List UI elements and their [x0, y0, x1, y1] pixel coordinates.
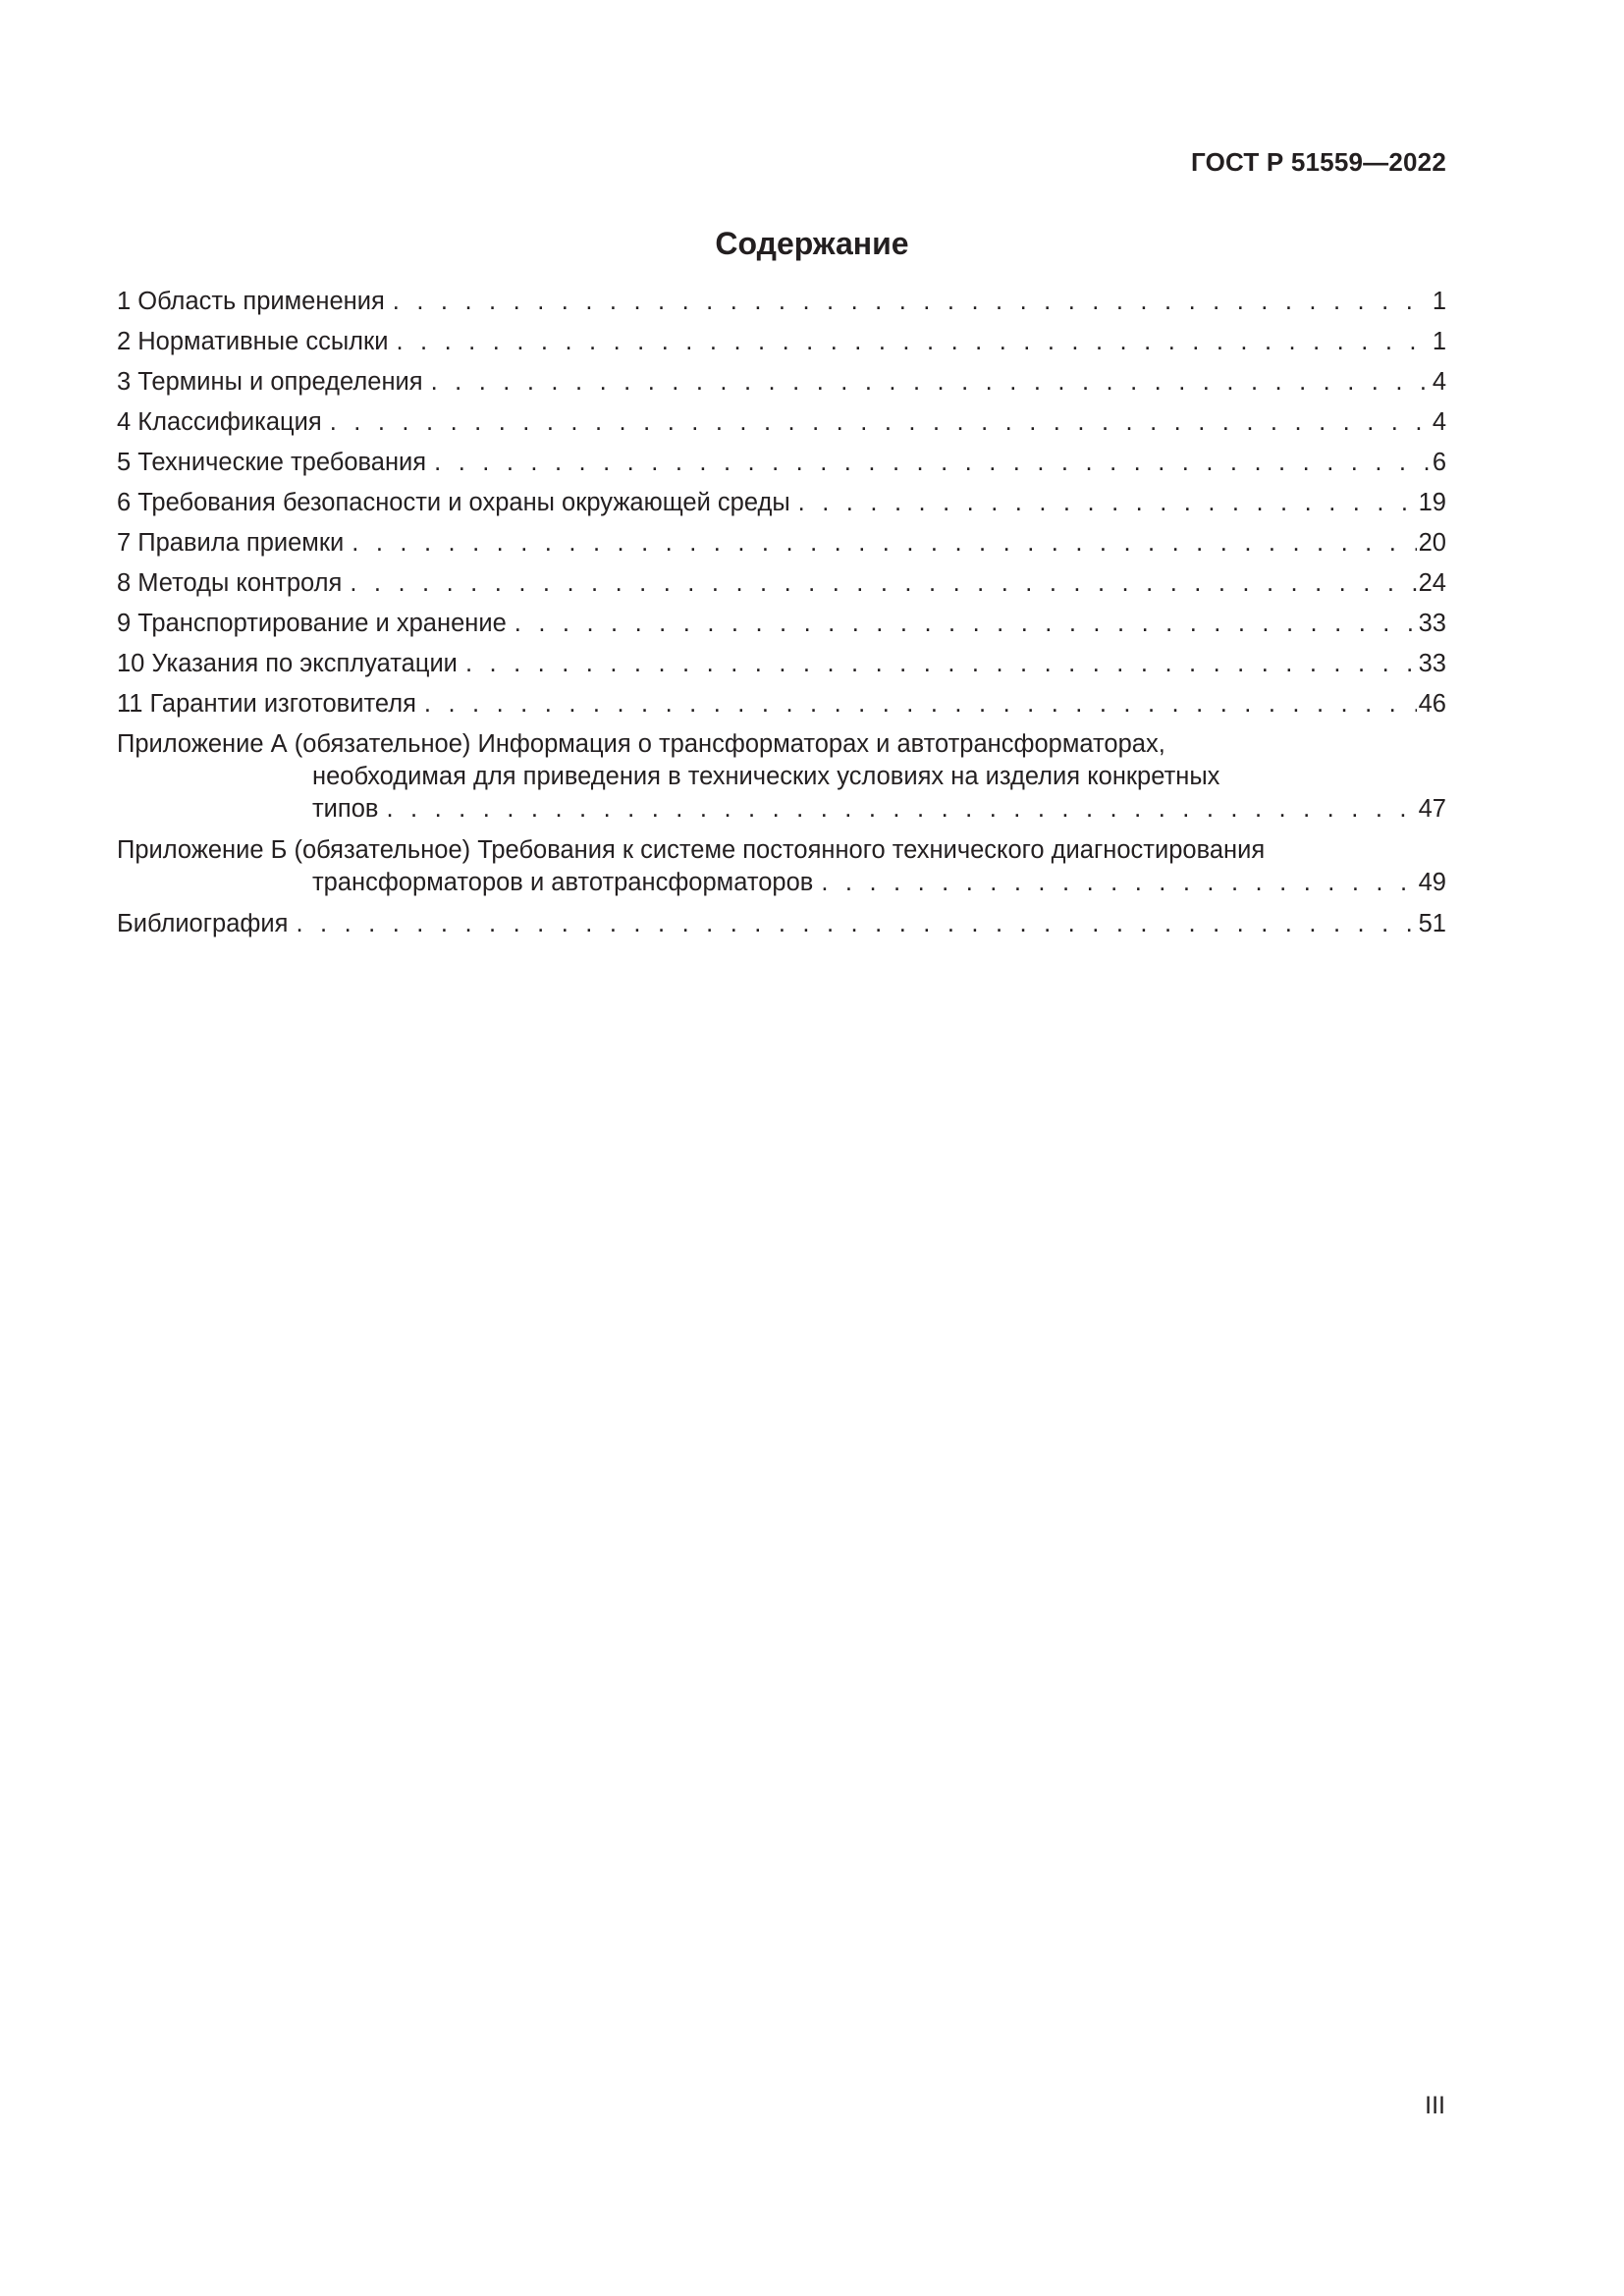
toc-entry-label: 2 Нормативные ссылки — [117, 328, 389, 355]
toc-entry-bibliography[interactable] — [117, 908, 1446, 948]
toc-entry-page: 33 — [1418, 650, 1446, 677]
toc-entry-label: 10 Указания по эксплуатации — [117, 650, 458, 677]
toc-entry-2[interactable] — [117, 326, 1446, 366]
toc-entry-page: 51 — [1418, 910, 1446, 937]
dot-leader — [431, 366, 1431, 399]
dot-leader — [821, 867, 1416, 899]
dot-leader — [465, 648, 1417, 680]
appendix-a-line-1: Приложение А (обязательное) Информация о трансформаторах и автотрансформаторах, — [117, 730, 1165, 758]
toc-entry-page: 46 — [1418, 690, 1446, 718]
toc-entry-page: 4 — [1432, 408, 1446, 436]
document-code: ГОСТ Р 51559—2022 — [1191, 147, 1446, 177]
toc-entry-label: 4 Классификация — [117, 408, 322, 436]
toc-entry-label: 7 Правила приемки — [117, 529, 345, 557]
appendix-b-line-1: Приложение Б (обязательное) Требования к системе постоянного технического диагностирования — [117, 836, 1266, 864]
toc-entry-page: 33 — [1418, 610, 1446, 637]
toc-entry-page: 1 — [1432, 328, 1446, 355]
dot-leader — [798, 487, 1417, 519]
toc-entry-label: 1 Область применения — [117, 288, 385, 315]
toc-entry-label: 9 Транспортирование и хранение — [117, 610, 507, 637]
dot-leader — [514, 608, 1417, 640]
toc-entry-page: 49 — [1418, 869, 1446, 896]
toc-entry-appendix-b[interactable] — [117, 834, 1446, 908]
toc-entry-4[interactable] — [117, 406, 1446, 447]
dot-leader — [386, 793, 1416, 826]
dot-leader — [434, 447, 1431, 479]
toc-entry-9[interactable] — [117, 608, 1446, 648]
dot-leader — [352, 527, 1416, 560]
toc-entry-appendix-a[interactable] — [117, 728, 1446, 834]
toc-title: Содержание — [715, 226, 909, 261]
toc-entry-3[interactable] — [117, 366, 1446, 406]
toc-entry-5[interactable] — [117, 447, 1446, 487]
appendix-b-line-2: трансформаторов и автотрансформаторов — [312, 869, 814, 896]
toc-entry-page: 6 — [1432, 449, 1446, 476]
appendix-a-line-2: необходимая для приведения в технических условиях на изделия конкретных — [312, 763, 1220, 790]
toc-entry-label: 3 Термины и определения — [117, 368, 423, 396]
toc-entry-label: Библиография — [117, 910, 289, 937]
toc-entry-label: 6 Требования безопасности и охраны окружающей среды — [117, 489, 790, 516]
page-number: III — [1425, 2092, 1445, 2119]
appendix-a-line-3: типов — [312, 795, 379, 823]
toc-entry-label: 8 Методы контроля — [117, 569, 343, 597]
toc-entry-10[interactable] — [117, 648, 1446, 688]
toc-entry-7[interactable] — [117, 527, 1446, 567]
toc-entry-page: 4 — [1432, 368, 1446, 396]
toc-entry-page: 1 — [1432, 288, 1446, 315]
dot-leader — [330, 406, 1431, 439]
toc-entry-6[interactable] — [117, 487, 1446, 527]
toc-entry-label: 5 Технические требования — [117, 449, 427, 476]
dot-leader — [396, 326, 1430, 358]
dot-leader — [296, 908, 1416, 940]
dot-leader — [424, 688, 1417, 721]
toc-entry-11[interactable] — [117, 688, 1446, 728]
table-of-contents — [117, 286, 1446, 948]
dot-leader — [350, 567, 1416, 600]
toc-entry-1[interactable] — [117, 286, 1446, 326]
toc-entry-page: 20 — [1418, 529, 1446, 557]
dot-leader — [393, 286, 1431, 318]
toc-entry-8[interactable] — [117, 567, 1446, 608]
toc-entry-page: 24 — [1418, 569, 1446, 597]
toc-entry-page: 47 — [1418, 795, 1446, 823]
toc-entry-page: 19 — [1418, 489, 1446, 516]
toc-entry-label: 11 Гарантии изготовителя — [117, 690, 416, 718]
